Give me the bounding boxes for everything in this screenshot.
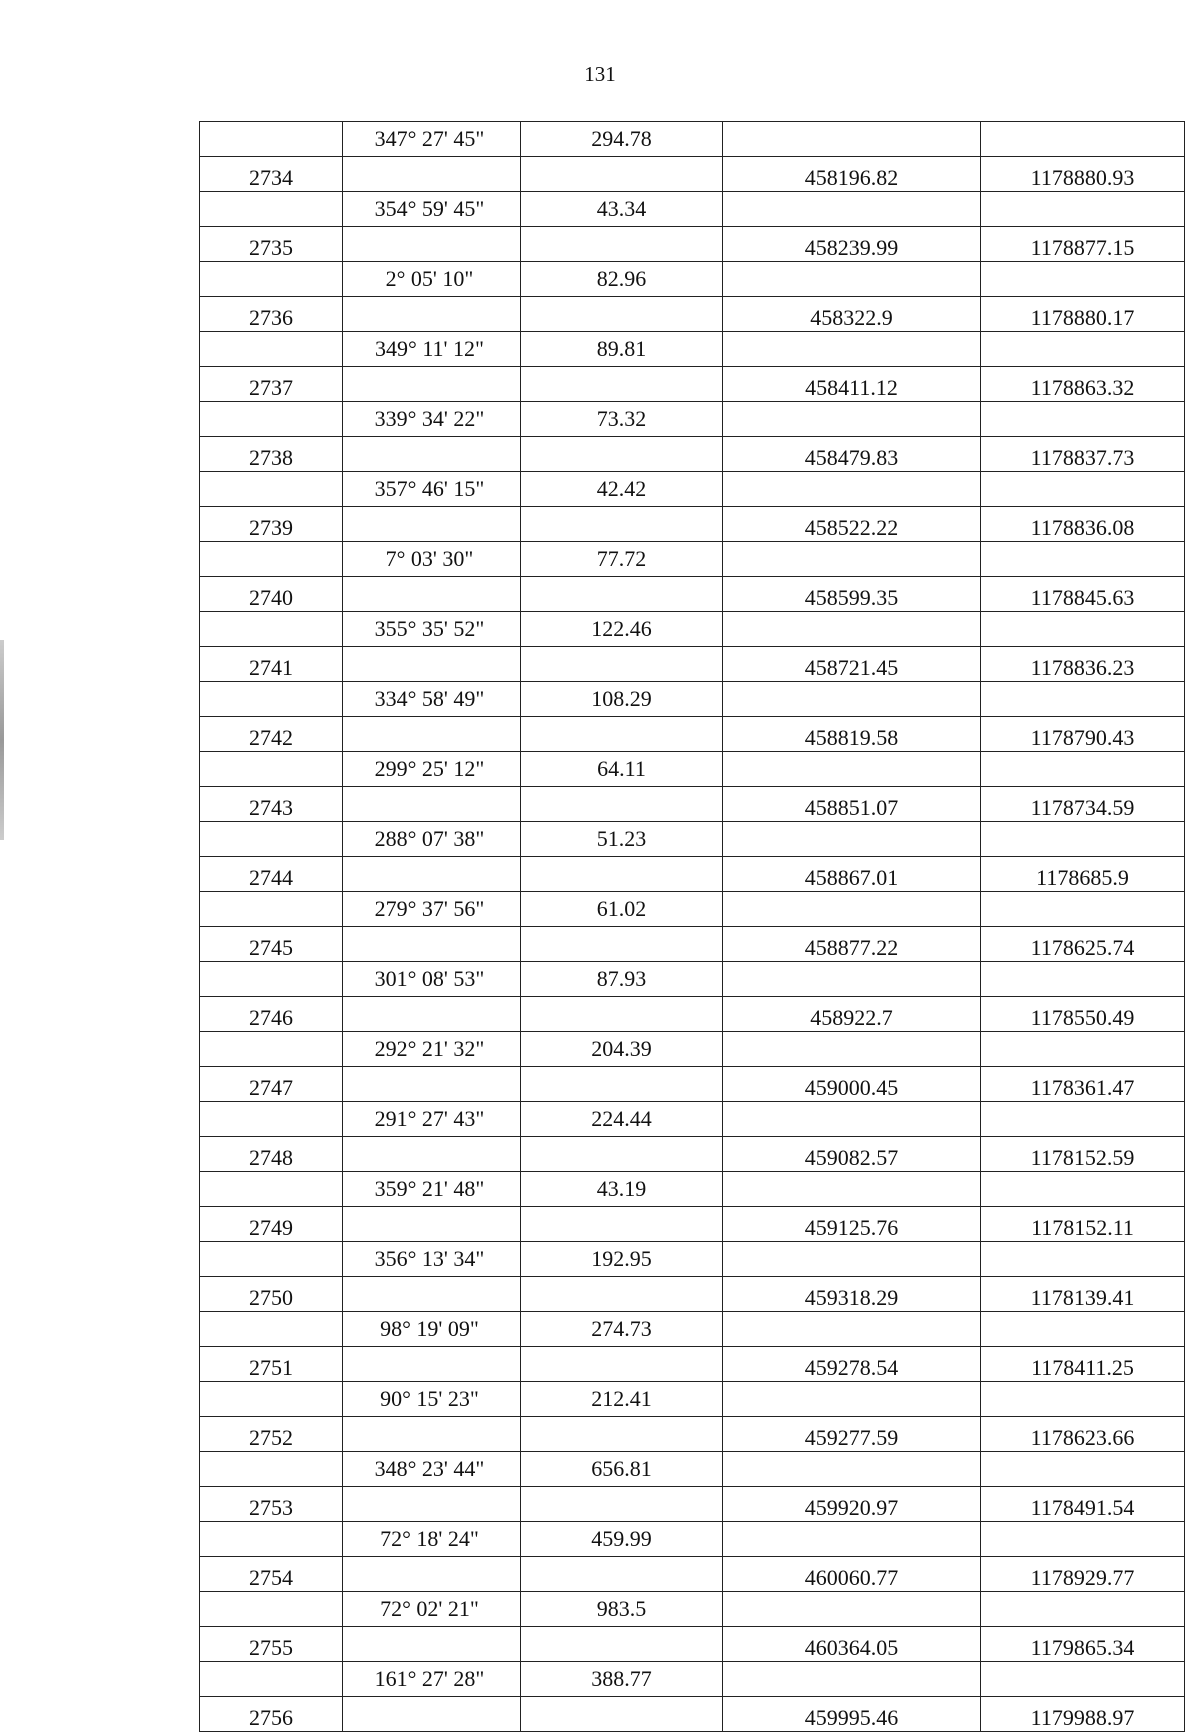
leg-row: [200, 1312, 1185, 1347]
y-coordinate-cell: 1178790.43: [981, 717, 1185, 752]
point-row: [200, 857, 1185, 892]
station-cell: 2744: [200, 857, 343, 892]
x-coordinate-cell: 458867.01: [723, 857, 981, 892]
bearing-cell: [343, 1697, 521, 1732]
point-row: [200, 997, 1185, 1032]
station-cell: 2741: [200, 647, 343, 682]
x-coordinate-cell: 458196.82: [723, 157, 981, 192]
y-coordinate-cell: [981, 122, 1185, 157]
station-cell: [200, 682, 343, 717]
bearing-cell: 339° 34' 22": [343, 402, 521, 437]
station-cell: [200, 122, 343, 157]
y-coordinate-cell: [981, 1522, 1185, 1557]
bearing-cell: [343, 437, 521, 472]
distance-cell: 459.99: [521, 1522, 723, 1557]
leg-row: [200, 1522, 1185, 1557]
distance-cell: 192.95: [521, 1242, 723, 1277]
y-coordinate-cell: 1178625.74: [981, 927, 1185, 962]
station-cell: [200, 1172, 343, 1207]
x-coordinate-cell: [723, 1102, 981, 1137]
distance-cell: [521, 1347, 723, 1382]
station-cell: 2752: [200, 1417, 343, 1452]
station-cell: [200, 1382, 343, 1417]
x-coordinate-cell: [723, 822, 981, 857]
distance-cell: 51.23: [521, 822, 723, 857]
point-row: [200, 157, 1185, 192]
distance-cell: [521, 1627, 723, 1662]
bearing-cell: 356° 13' 34": [343, 1242, 521, 1277]
bearing-cell: 301° 08' 53": [343, 962, 521, 997]
y-coordinate-cell: [981, 472, 1185, 507]
y-coordinate-cell: 1178361.47: [981, 1067, 1185, 1102]
bearing-cell: [343, 1277, 521, 1312]
distance-cell: 204.39: [521, 1032, 723, 1067]
station-cell: [200, 402, 343, 437]
distance-cell: [521, 787, 723, 822]
distance-cell: [521, 157, 723, 192]
y-coordinate-cell: [981, 752, 1185, 787]
bearing-cell: 72° 02' 21": [343, 1592, 521, 1627]
point-row: [200, 1697, 1185, 1732]
bearing-cell: 291° 27' 43": [343, 1102, 521, 1137]
bearing-cell: 72° 18' 24": [343, 1522, 521, 1557]
point-row: [200, 1067, 1185, 1102]
point-row: [200, 1557, 1185, 1592]
x-coordinate-cell: 458721.45: [723, 647, 981, 682]
y-coordinate-cell: 1178623.66: [981, 1417, 1185, 1452]
bearing-cell: [343, 227, 521, 262]
distance-cell: [521, 1557, 723, 1592]
y-coordinate-cell: [981, 612, 1185, 647]
y-coordinate-cell: [981, 402, 1185, 437]
y-coordinate-cell: 1178550.49: [981, 997, 1185, 1032]
station-cell: [200, 332, 343, 367]
point-row: [200, 1347, 1185, 1382]
point-row: [200, 297, 1185, 332]
distance-cell: 87.93: [521, 962, 723, 997]
distance-cell: 73.32: [521, 402, 723, 437]
distance-cell: 43.19: [521, 1172, 723, 1207]
point-row: [200, 1207, 1185, 1242]
station-cell: 2746: [200, 997, 343, 1032]
leg-row: [200, 332, 1185, 367]
distance-cell: 122.46: [521, 612, 723, 647]
bearing-cell: 354° 59' 45": [343, 192, 521, 227]
distance-cell: 89.81: [521, 332, 723, 367]
leg-row: [200, 1452, 1185, 1487]
distance-cell: [521, 577, 723, 612]
y-coordinate-cell: [981, 1592, 1185, 1627]
y-coordinate-cell: 1179865.34: [981, 1627, 1185, 1662]
y-coordinate-cell: [981, 1382, 1185, 1417]
station-cell: 2736: [200, 297, 343, 332]
distance-cell: [521, 857, 723, 892]
x-coordinate-cell: [723, 1172, 981, 1207]
y-coordinate-cell: [981, 892, 1185, 927]
y-coordinate-cell: [981, 262, 1185, 297]
distance-cell: 212.41: [521, 1382, 723, 1417]
bearing-cell: [343, 1627, 521, 1662]
leg-row: [200, 822, 1185, 857]
x-coordinate-cell: 458819.58: [723, 717, 981, 752]
x-coordinate-cell: [723, 1662, 981, 1697]
x-coordinate-cell: 459125.76: [723, 1207, 981, 1242]
leg-row: [200, 1032, 1185, 1067]
leg-row: [200, 1102, 1185, 1137]
bearing-cell: 2° 05' 10": [343, 262, 521, 297]
station-cell: 2739: [200, 507, 343, 542]
y-coordinate-cell: [981, 192, 1185, 227]
x-coordinate-cell: 460364.05: [723, 1627, 981, 1662]
x-coordinate-cell: [723, 402, 981, 437]
leg-row: [200, 682, 1185, 717]
bearing-cell: 90° 15' 23": [343, 1382, 521, 1417]
bearing-cell: [343, 157, 521, 192]
x-coordinate-cell: [723, 1382, 981, 1417]
y-coordinate-cell: 1178734.59: [981, 787, 1185, 822]
station-cell: 2742: [200, 717, 343, 752]
y-coordinate-cell: [981, 1452, 1185, 1487]
y-coordinate-cell: [981, 682, 1185, 717]
distance-cell: 82.96: [521, 262, 723, 297]
bearing-cell: 292° 21' 32": [343, 1032, 521, 1067]
bearing-cell: 349° 11' 12": [343, 332, 521, 367]
point-row: [200, 577, 1185, 612]
table-body: [200, 122, 1185, 1732]
station-cell: [200, 1662, 343, 1697]
distance-cell: [521, 717, 723, 752]
bearing-cell: [343, 1417, 521, 1452]
leg-row: [200, 402, 1185, 437]
bearing-cell: [343, 1137, 521, 1172]
distance-cell: [521, 367, 723, 402]
x-coordinate-cell: [723, 192, 981, 227]
y-coordinate-cell: 1178139.41: [981, 1277, 1185, 1312]
y-coordinate-cell: 1178845.63: [981, 577, 1185, 612]
leg-row: [200, 962, 1185, 997]
x-coordinate-cell: [723, 1312, 981, 1347]
y-coordinate-cell: 1178877.15: [981, 227, 1185, 262]
station-cell: [200, 1242, 343, 1277]
x-coordinate-cell: [723, 1452, 981, 1487]
station-cell: 2754: [200, 1557, 343, 1592]
station-cell: [200, 472, 343, 507]
station-cell: 2745: [200, 927, 343, 962]
point-row: [200, 787, 1185, 822]
station-cell: [200, 262, 343, 297]
leg-row: [200, 262, 1185, 297]
leg-row: [200, 192, 1185, 227]
distance-cell: 64.11: [521, 752, 723, 787]
point-row: [200, 1487, 1185, 1522]
station-cell: 2753: [200, 1487, 343, 1522]
leg-row: [200, 1662, 1185, 1697]
station-cell: 2748: [200, 1137, 343, 1172]
distance-cell: 42.42: [521, 472, 723, 507]
distance-cell: [521, 1487, 723, 1522]
station-cell: 2755: [200, 1627, 343, 1662]
x-coordinate-cell: [723, 122, 981, 157]
station-cell: 2756: [200, 1697, 343, 1732]
point-row: [200, 1277, 1185, 1312]
distance-cell: [521, 1137, 723, 1172]
station-cell: 2747: [200, 1067, 343, 1102]
distance-cell: [521, 1207, 723, 1242]
y-coordinate-cell: 1178837.73: [981, 437, 1185, 472]
leg-row: [200, 612, 1185, 647]
distance-cell: 224.44: [521, 1102, 723, 1137]
bearing-cell: 161° 27' 28": [343, 1662, 521, 1697]
station-cell: [200, 752, 343, 787]
bearing-cell: [343, 787, 521, 822]
distance-cell: 61.02: [521, 892, 723, 927]
bearing-cell: [343, 1207, 521, 1242]
x-coordinate-cell: 459277.59: [723, 1417, 981, 1452]
y-coordinate-cell: 1178863.32: [981, 367, 1185, 402]
x-coordinate-cell: [723, 612, 981, 647]
x-coordinate-cell: 458599.35: [723, 577, 981, 612]
y-coordinate-cell: [981, 1312, 1185, 1347]
y-coordinate-cell: 1178880.93: [981, 157, 1185, 192]
point-row: [200, 367, 1185, 402]
bearing-cell: [343, 927, 521, 962]
leg-row: [200, 542, 1185, 577]
station-cell: 2738: [200, 437, 343, 472]
x-coordinate-cell: [723, 262, 981, 297]
point-row: [200, 717, 1185, 752]
y-coordinate-cell: 1178152.11: [981, 1207, 1185, 1242]
distance-cell: 294.78: [521, 122, 723, 157]
bearing-cell: [343, 717, 521, 752]
station-cell: [200, 822, 343, 857]
leg-row: [200, 1382, 1185, 1417]
distance-cell: 983.5: [521, 1592, 723, 1627]
bearing-cell: 288° 07' 38": [343, 822, 521, 857]
station-cell: [200, 1522, 343, 1557]
bearing-cell: [343, 577, 521, 612]
scan-edge-mark: [0, 640, 4, 840]
leg-row: [200, 892, 1185, 927]
y-coordinate-cell: [981, 962, 1185, 997]
point-row: [200, 227, 1185, 262]
point-row: [200, 1137, 1185, 1172]
bearing-cell: 334° 58' 49": [343, 682, 521, 717]
y-coordinate-cell: 1178836.08: [981, 507, 1185, 542]
distance-cell: 43.34: [521, 192, 723, 227]
distance-cell: 77.72: [521, 542, 723, 577]
x-coordinate-cell: 460060.77: [723, 1557, 981, 1592]
x-coordinate-cell: [723, 1242, 981, 1277]
x-coordinate-cell: [723, 472, 981, 507]
station-cell: [200, 1032, 343, 1067]
distance-cell: [521, 927, 723, 962]
bearing-cell: 348° 23' 44": [343, 1452, 521, 1487]
distance-cell: [521, 997, 723, 1032]
station-cell: [200, 1102, 343, 1137]
station-cell: 2749: [200, 1207, 343, 1242]
x-coordinate-cell: 458239.99: [723, 227, 981, 262]
y-coordinate-cell: 1178152.59: [981, 1137, 1185, 1172]
y-coordinate-cell: [981, 332, 1185, 367]
station-cell: 2740: [200, 577, 343, 612]
x-coordinate-cell: 459000.45: [723, 1067, 981, 1102]
y-coordinate-cell: 1178685.9: [981, 857, 1185, 892]
x-coordinate-cell: [723, 752, 981, 787]
leg-row: [200, 122, 1185, 157]
y-coordinate-cell: [981, 1102, 1185, 1137]
station-cell: [200, 892, 343, 927]
x-coordinate-cell: 459278.54: [723, 1347, 981, 1382]
point-row: [200, 1627, 1185, 1662]
x-coordinate-cell: 458411.12: [723, 367, 981, 402]
distance-cell: 274.73: [521, 1312, 723, 1347]
station-cell: 2750: [200, 1277, 343, 1312]
y-coordinate-cell: 1178411.25: [981, 1347, 1185, 1382]
y-coordinate-cell: 1178929.77: [981, 1557, 1185, 1592]
x-coordinate-cell: [723, 682, 981, 717]
coordinate-table-container: [199, 121, 1184, 1732]
y-coordinate-cell: [981, 822, 1185, 857]
bearing-cell: [343, 1557, 521, 1592]
distance-cell: [521, 227, 723, 262]
distance-cell: [521, 507, 723, 542]
distance-cell: [521, 1697, 723, 1732]
leg-row: [200, 752, 1185, 787]
leg-row: [200, 1242, 1185, 1277]
distance-cell: 656.81: [521, 1452, 723, 1487]
x-coordinate-cell: [723, 542, 981, 577]
x-coordinate-cell: 459082.57: [723, 1137, 981, 1172]
bearing-cell: 7° 03' 30": [343, 542, 521, 577]
x-coordinate-cell: [723, 1592, 981, 1627]
bearing-cell: 355° 35' 52": [343, 612, 521, 647]
station-cell: 2735: [200, 227, 343, 262]
coordinate-table: [199, 121, 1185, 1732]
bearing-cell: [343, 367, 521, 402]
station-cell: [200, 1312, 343, 1347]
bearing-cell: [343, 647, 521, 682]
x-coordinate-cell: [723, 962, 981, 997]
leg-row: [200, 1592, 1185, 1627]
distance-cell: 388.77: [521, 1662, 723, 1697]
station-cell: 2734: [200, 157, 343, 192]
distance-cell: 108.29: [521, 682, 723, 717]
x-coordinate-cell: [723, 892, 981, 927]
station-cell: [200, 1592, 343, 1627]
point-row: [200, 647, 1185, 682]
y-coordinate-cell: 1178836.23: [981, 647, 1185, 682]
x-coordinate-cell: [723, 332, 981, 367]
bearing-cell: [343, 507, 521, 542]
x-coordinate-cell: 459920.97: [723, 1487, 981, 1522]
x-coordinate-cell: 458479.83: [723, 437, 981, 472]
y-coordinate-cell: [981, 1172, 1185, 1207]
bearing-cell: [343, 1067, 521, 1102]
x-coordinate-cell: 458522.22: [723, 507, 981, 542]
leg-row: [200, 472, 1185, 507]
bearing-cell: [343, 297, 521, 332]
station-cell: [200, 1452, 343, 1487]
bearing-cell: 299° 25' 12": [343, 752, 521, 787]
y-coordinate-cell: 1178880.17: [981, 297, 1185, 332]
point-row: [200, 437, 1185, 472]
station-cell: 2737: [200, 367, 343, 402]
point-row: [200, 927, 1185, 962]
bearing-cell: 347° 27' 45": [343, 122, 521, 157]
y-coordinate-cell: 1179988.97: [981, 1697, 1185, 1732]
distance-cell: [521, 297, 723, 332]
y-coordinate-cell: [981, 542, 1185, 577]
x-coordinate-cell: 459318.29: [723, 1277, 981, 1312]
station-cell: 2751: [200, 1347, 343, 1382]
distance-cell: [521, 647, 723, 682]
distance-cell: [521, 1067, 723, 1102]
y-coordinate-cell: [981, 1032, 1185, 1067]
distance-cell: [521, 437, 723, 472]
x-coordinate-cell: 458851.07: [723, 787, 981, 822]
distance-cell: [521, 1417, 723, 1452]
bearing-cell: 279° 37' 56": [343, 892, 521, 927]
point-row: [200, 1417, 1185, 1452]
x-coordinate-cell: 459995.46: [723, 1697, 981, 1732]
x-coordinate-cell: [723, 1522, 981, 1557]
bearing-cell: 357° 46' 15": [343, 472, 521, 507]
y-coordinate-cell: 1178491.54: [981, 1487, 1185, 1522]
x-coordinate-cell: [723, 1032, 981, 1067]
bearing-cell: [343, 857, 521, 892]
bearing-cell: 98° 19' 09": [343, 1312, 521, 1347]
x-coordinate-cell: 458877.22: [723, 927, 981, 962]
bearing-cell: [343, 997, 521, 1032]
station-cell: [200, 542, 343, 577]
station-cell: [200, 192, 343, 227]
x-coordinate-cell: 458322.9: [723, 297, 981, 332]
x-coordinate-cell: 458922.7: [723, 997, 981, 1032]
point-row: [200, 507, 1185, 542]
bearing-cell: [343, 1487, 521, 1522]
station-cell: [200, 962, 343, 997]
page-number: 131: [584, 62, 616, 86]
y-coordinate-cell: [981, 1242, 1185, 1277]
bearing-cell: [343, 1347, 521, 1382]
y-coordinate-cell: [981, 1662, 1185, 1697]
station-cell: 2743: [200, 787, 343, 822]
station-cell: [200, 612, 343, 647]
bearing-cell: 359° 21' 48": [343, 1172, 521, 1207]
distance-cell: [521, 1277, 723, 1312]
leg-row: [200, 1172, 1185, 1207]
